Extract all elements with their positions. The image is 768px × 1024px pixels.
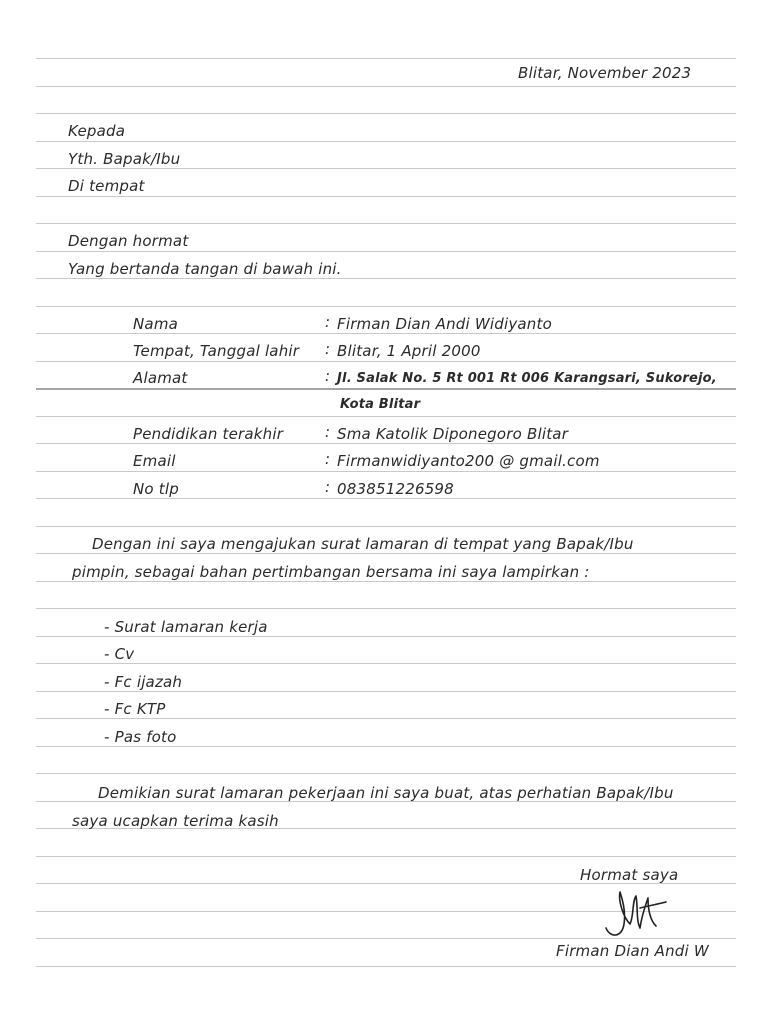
signer-name: Firman Dian Andi W bbox=[556, 942, 709, 960]
ruled-line bbox=[36, 773, 736, 774]
ruled-line bbox=[36, 443, 736, 444]
recipient-line: Di tempat bbox=[68, 177, 145, 195]
colon: : bbox=[325, 423, 331, 441]
greeting: Dengan hormat bbox=[68, 232, 189, 250]
identity-value: 083851226598 bbox=[337, 480, 454, 498]
closing-line: saya ucapkan terima kasih bbox=[72, 812, 279, 830]
ruled-line bbox=[36, 471, 736, 472]
ruled-line bbox=[36, 251, 736, 252]
intro-line: Yang bertanda tangan di bawah ini. bbox=[68, 260, 342, 278]
recipient-line: Yth. Bapak/Ibu bbox=[68, 150, 181, 168]
colon: : bbox=[325, 313, 331, 331]
identity-label: No tlp bbox=[133, 480, 179, 498]
identity-value: Jl. Salak No. 5 Rt 001 Rt 006 Karangsari, Sukorejo, bbox=[337, 371, 717, 386]
identity-label: Alamat bbox=[133, 369, 188, 387]
ruled-line bbox=[36, 526, 736, 527]
attachment-item: - Fc ijazah bbox=[104, 673, 183, 691]
place-date: Blitar, November 2023 bbox=[518, 64, 692, 82]
handwritten-signature bbox=[600, 884, 670, 944]
attachment-item: - Fc KTP bbox=[104, 700, 166, 718]
ruled-line bbox=[36, 388, 736, 390]
colon: : bbox=[325, 367, 331, 385]
ruled-line bbox=[36, 581, 736, 582]
ruled-line bbox=[36, 416, 736, 417]
identity-label: Email bbox=[133, 452, 176, 470]
ruled-line bbox=[36, 856, 736, 857]
ruled-line bbox=[36, 608, 736, 609]
recipient-line: Kepada bbox=[68, 122, 126, 140]
attachment-item: - Cv bbox=[104, 645, 135, 663]
body-line: pimpin, sebagai bahan pertimbangan bersama ini saya lampirkan : bbox=[72, 563, 590, 581]
ruled-line bbox=[36, 196, 736, 197]
ruled-line bbox=[36, 498, 736, 499]
ruled-line bbox=[36, 141, 736, 142]
identity-label: Nama bbox=[133, 315, 179, 333]
ruled-line bbox=[36, 333, 736, 334]
closing-line: Demikian surat lamaran pekerjaan ini saya buat, atas perhatian Bapak/Ibu bbox=[98, 784, 674, 802]
ruled-line bbox=[36, 636, 736, 637]
regards: Hormat saya bbox=[580, 866, 679, 884]
identity-value: Firmanwidiyanto200 @ gmail.com bbox=[337, 452, 600, 470]
identity-label: Tempat, Tanggal lahir bbox=[133, 342, 300, 360]
ruled-line bbox=[36, 58, 736, 59]
ruled-line bbox=[36, 746, 736, 747]
colon: : bbox=[325, 340, 331, 358]
ruled-line bbox=[36, 718, 736, 719]
identity-label: Pendidikan terakhir bbox=[133, 425, 284, 443]
body-line: Dengan ini saya mengajukan surat lamaran di tempat yang Bapak/Ibu bbox=[92, 535, 634, 553]
ruled-line bbox=[36, 113, 736, 114]
ruled-line bbox=[36, 966, 736, 967]
ruled-line bbox=[36, 553, 736, 554]
ruled-line bbox=[36, 223, 736, 224]
colon: : bbox=[325, 478, 331, 496]
attachment-item: - Surat lamaran kerja bbox=[104, 618, 268, 636]
ruled-line bbox=[36, 663, 736, 664]
identity-value-continued: Kota Blitar bbox=[340, 397, 421, 412]
colon: : bbox=[325, 450, 331, 468]
ruled-line bbox=[36, 361, 736, 362]
ruled-line bbox=[36, 691, 736, 692]
identity-value: Blitar, 1 April 2000 bbox=[337, 342, 481, 360]
attachment-item: - Pas foto bbox=[104, 728, 177, 746]
ruled-line bbox=[36, 168, 736, 169]
ruled-line bbox=[36, 306, 736, 307]
ruled-line bbox=[36, 86, 736, 87]
ruled-line bbox=[36, 278, 736, 279]
identity-value: Firman Dian Andi Widiyanto bbox=[337, 315, 552, 333]
identity-value: Sma Katolik Diponegoro Blitar bbox=[337, 425, 569, 443]
